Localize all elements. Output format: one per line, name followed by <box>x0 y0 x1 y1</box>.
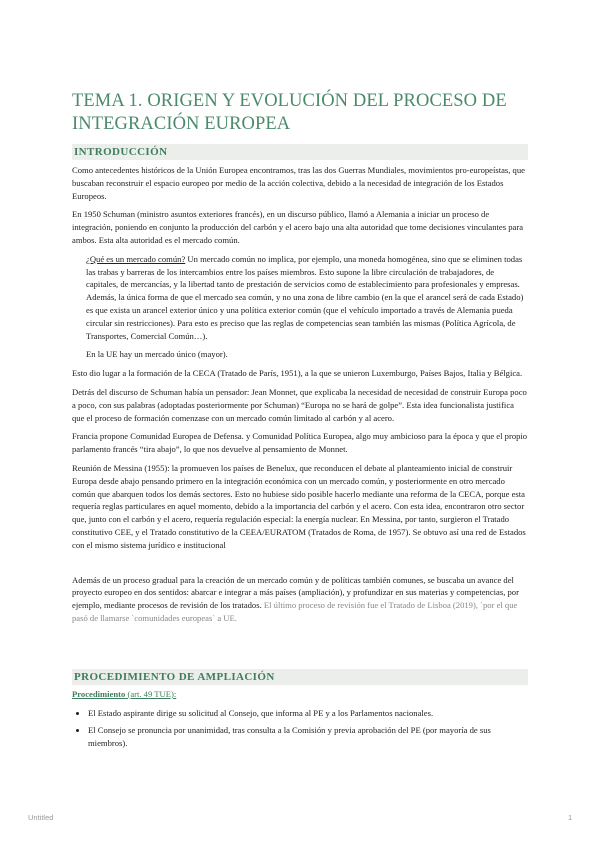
procedure-list <box>72 707 528 750</box>
procedure-label <box>72 688 528 701</box>
paragraph-proceso-gradual <box>72 574 528 625</box>
section-heading-ampliacion: PROCEDIMIENTO DE AMPLIACIÓN <box>72 669 528 685</box>
document-content <box>72 90 528 755</box>
revision-note: El último proceso de revisión fue el Tratado de Lisboa (2019), `por el que pasó de llamarse `comunidades europeas` a UE. <box>72 600 518 623</box>
procedure-title: Procedimiento <box>72 688 126 699</box>
page-title: TEMA 1. ORIGEN Y EVOLUCIÓN DEL PROCESO DE INTEGRACIÓN EUROPEA <box>72 91 507 134</box>
paragraph-monnet: Detrás del discurso de Schuman había un pensador: Jean Monnet, que explicaba la necesidad de necesidad de construir Europa poco a poco, con sus palabras (adoptadas posteriormente por Schuman) “Europa no se hará de golpe”. Esta idea funcionalista justifica que el proceso de formación comenzase con un mercado común limitado al carbón y al acero. <box>72 386 527 423</box>
list-item: • El Consejo se pronuncia por unanimidad, tras consulta a la Comisión y previa aprobación del PE (por mayoría de sus miembros). <box>88 724 528 750</box>
paragraph-messina: Reunión de Messina (1955): la promueven los países de Benelux, que reconducen el debate al planteamiento inicial de construir Europa desde abajo pensando primero en la integración económica con un mercado común, y posteriormente en otro mercado común que abarquen todos los demás sectores. Esto no hubiese sido posible hacerlo mediante una reforma de la CECA, porque esta requería reglas particulares en aquel momento, debido a la importancia del carbón y el acero. Con esta idea, encontraron otro sector que, junto con el carbón y el acero, requería regulación especial: la energía nuclear. En Messina, por tanto, surgieron el Tratado constitutivo CEE, y el Tratado constitutivo de la CEEA/EURATOM (Tratados de Roma, de 1957). Se obtuvo así una red de Estados con el mismo sistema jurídico e institucional <box>72 462 526 550</box>
page-number: 1 <box>568 813 573 822</box>
section-heading-introduccion: INTRODUCCIÓN <box>72 144 528 160</box>
footer-title: Untitled <box>28 813 54 822</box>
paragraph-antecedentes: Como antecedentes históricos de la Unión Europea encontramos, tras las dos Guerras Mundiales, movimientos pro-europeístas, que buscaban reconstruir el espacio europeo por medio de la acción colectiva, debido a la necesidad de integración de los Estados Europeos. <box>72 165 525 201</box>
mercado-comun-text: Un mercado común no implica, por ejemplo, una moneda homogénea, sino que se eliminen todas las trabas y barreras de los intercambios entre los países miembros. Esto supone la libre circulación de trabajadores, de capitales, de mercancías, y la libertad tanto de prestación de servicios como de establecimiento para profesionales y empresas. Además, la única forma de que el mercado sea común, y no una zona de libre cambio (en la que el arancel será de cada Estado) es que exista un arancel exterior único y una política exterior común (que el vehículo importado a través de Alemania pueda circular sin restricciones). Para esto es preciso que las reglas de competencias sean también las mismas (Política Agrícola, de Transportes, Comercial Común…). <box>86 253 524 341</box>
paragraph-ceca: Esto dio lugar a la formación de la CECA (Tratado de París, 1951), a la que se unieron Luxemburgo, Países Bajos, Italia y Bélgica. <box>72 368 523 379</box>
paragraph-mercado-comun <box>72 253 528 343</box>
mercado-comun-question: ¿Qué es un mercado común? <box>86 253 186 264</box>
procedure-ref: (art. 49 TUE): <box>125 688 177 699</box>
list-item: • El Estado aspirante dirige su solicitud al Consejo, que informa al PE y a los Parlamentos nacionales. <box>88 707 528 720</box>
paragraph-francia: Francia propone Comunidad Europea de Defensa. y Comunidad Política Europea, algo muy ambicioso para la época y que el propio parlamento francés “tira abajo”, lo que nos devuelve al pensamiento de Monnet. <box>72 431 528 455</box>
paragraph-mercado-unico: En la UE hay un mercado único (mayor). <box>86 349 228 360</box>
paragraph-schuman: En 1950 Schuman (ministro asuntos exteriores francés), en un discurso público, llamó a Alemania a iniciar un proceso de integración, poniendo en conjunto la producción del carbón y el acero bajo una alta autoridad que tome decisiones vinculantes para ambos. Esta alta autoridad es el mercado común. <box>72 209 524 245</box>
proceso-gradual-text: Además de un proceso gradual para la creación de un mercado común y de políticas también comunes, se buscaba un avance del proyecto europeo en dos sentidos: abarcar e integrar a más países (ampliación), y profundizar en sus materias y competencias, por ejemplo, mediante procesos de revisión de los tratados. <box>72 574 519 611</box>
